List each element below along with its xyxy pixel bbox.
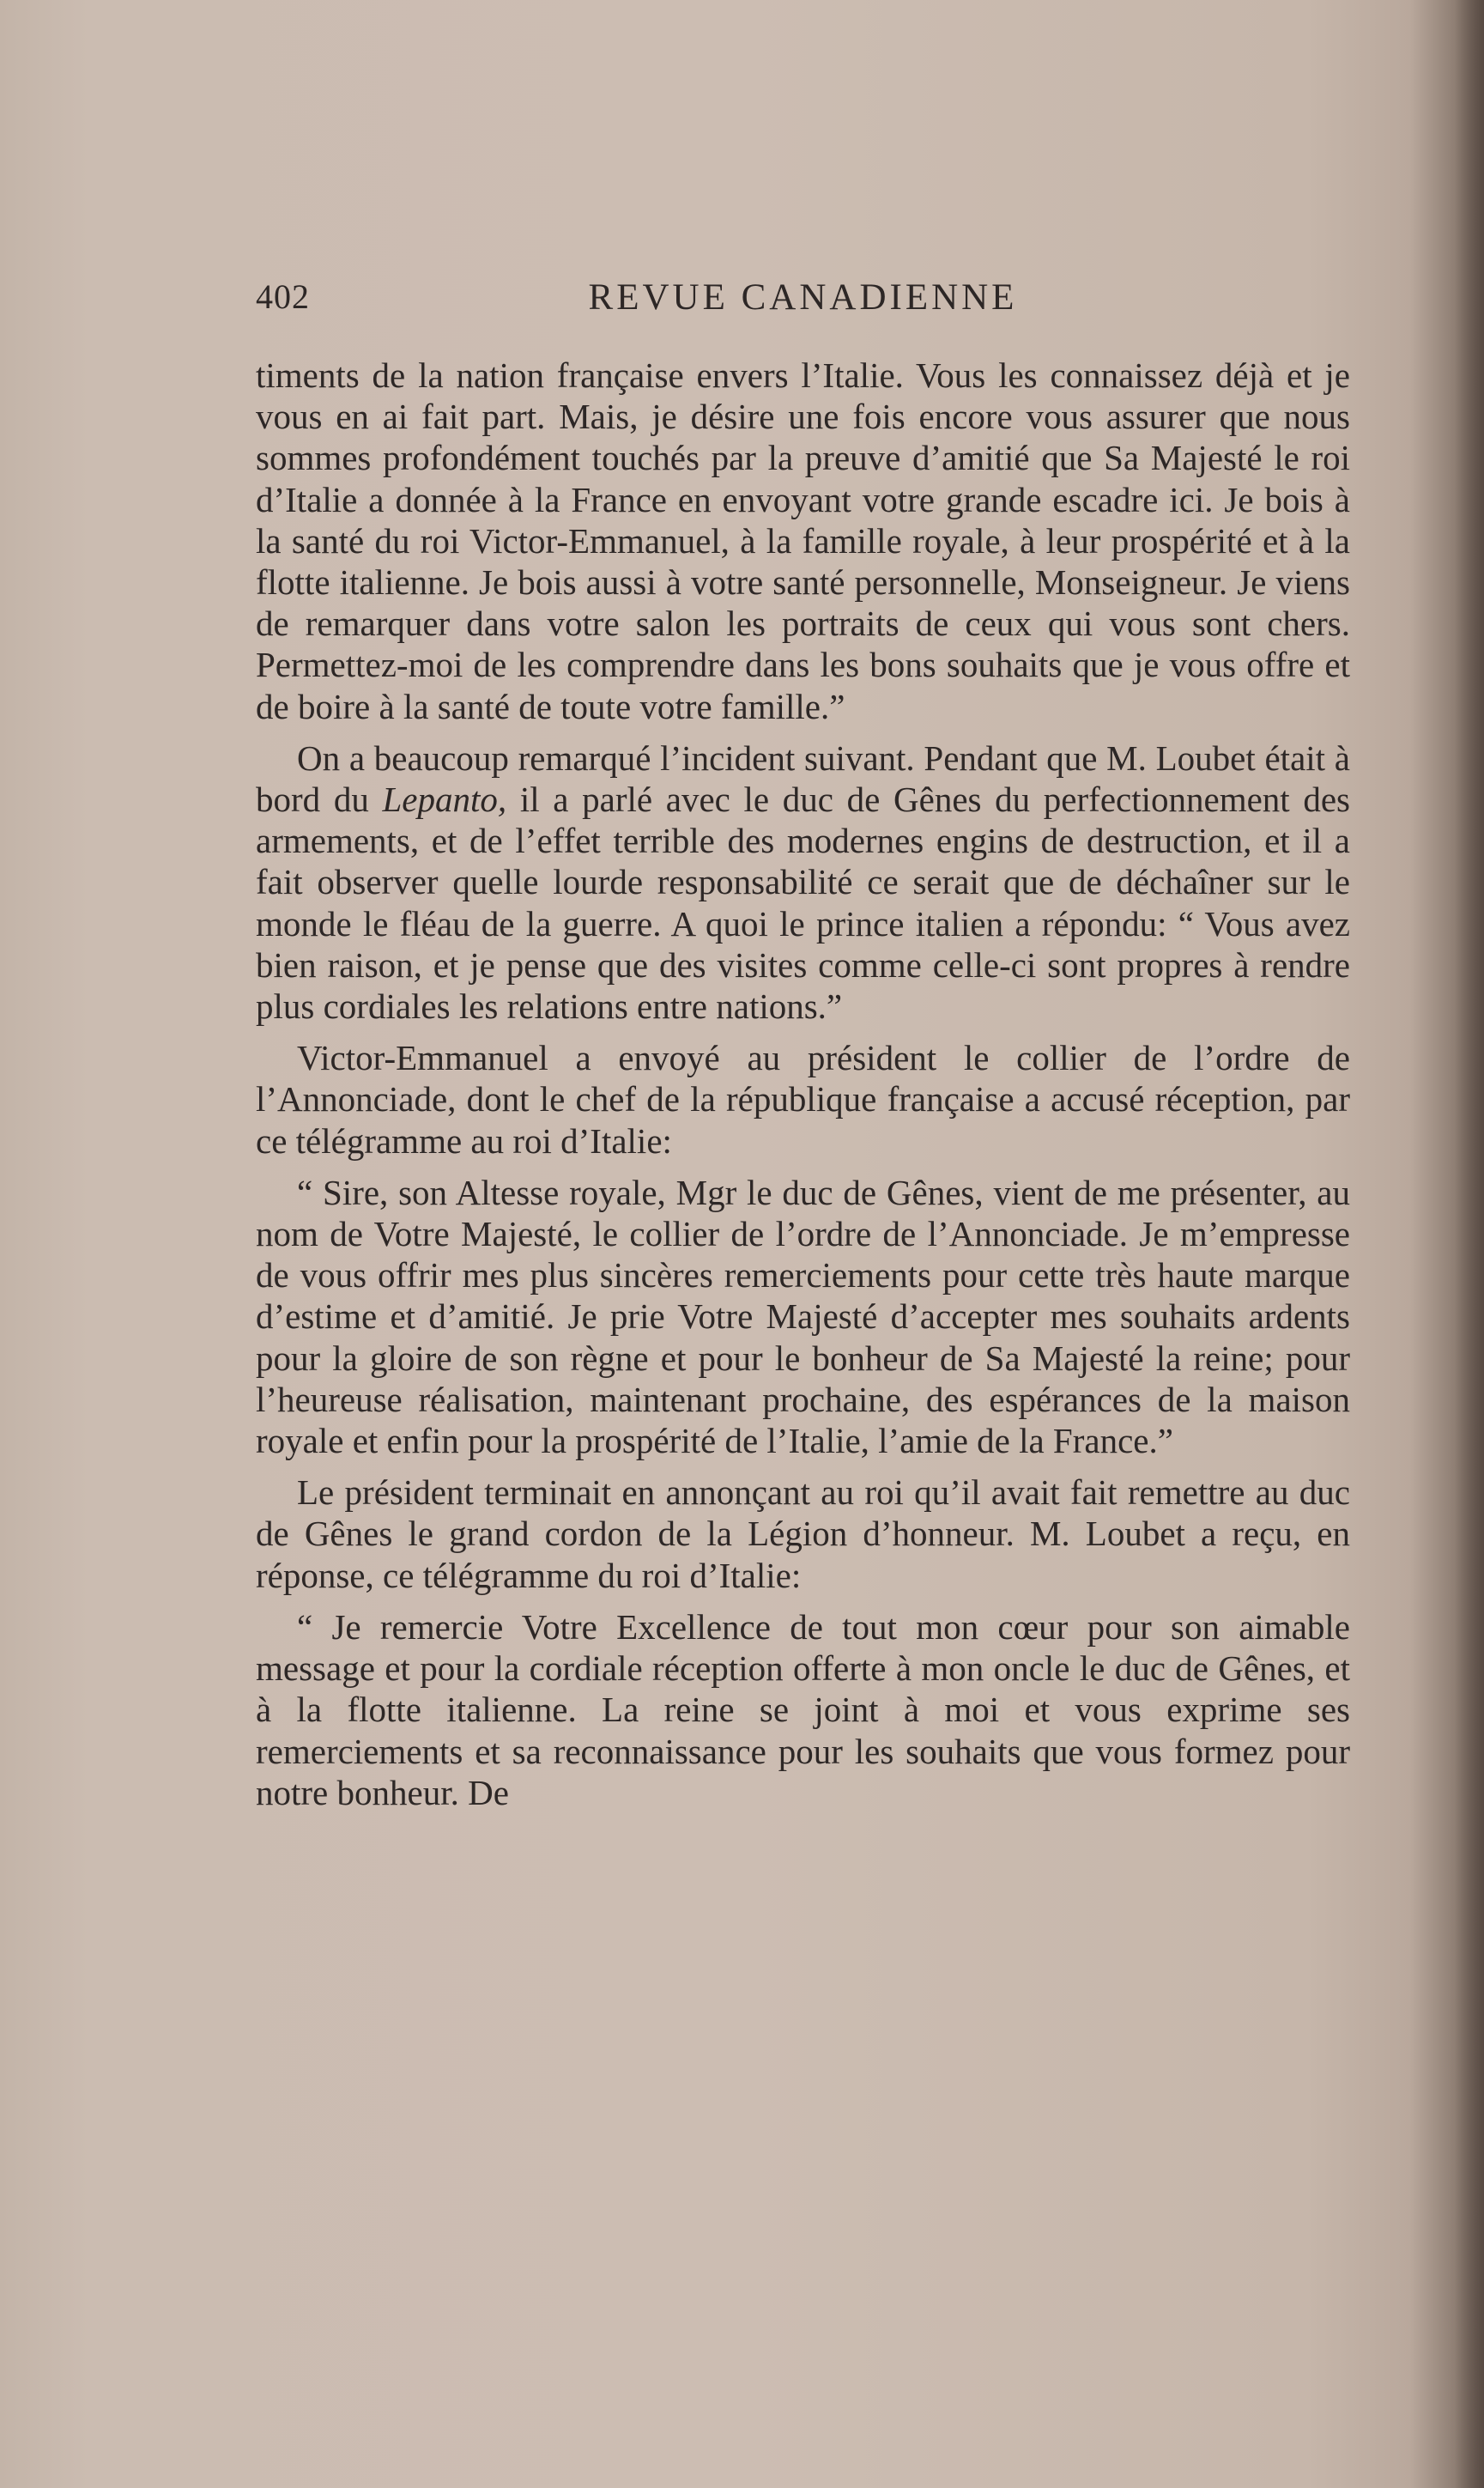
page-header — [256, 276, 1350, 328]
running-title: REVUE CANADIENNE — [588, 277, 1018, 318]
paragraph-lepanto-after: il a parlé avec le duc de Gênes du perfectionnement des armements, et de l’effet terrible des modernes engins de destruction, et il a fait observer quelle lourde responsabilité ce serait que de déchaîner sur le monde le fléau de la guerre. A quoi le prince italien a répondu: “ Vous avez bien raison, et je pense que des visites comme celle-ci sont propres à rendre plus cordiales les relations entre nations.” — [256, 780, 1350, 1027]
body-text — [256, 355, 1350, 1824]
paragraph-legion-honneur: Le président terminait en annonçant au roi qu’il avait fait remettre au duc de Gênes le grand cordon de la Légion d’honneur. M. Loubet a reçu, en réponse, ce télégramme du roi d’Italie: — [256, 1472, 1350, 1595]
paragraph-annonciade: Victor-Emmanuel a envoyé au président le collier de l’ordre de l’Annonciade, dont le chef de la république française a accusé réception, par ce télégramme au roi d’Italie: — [256, 1038, 1350, 1161]
paragraph-telegram-president: “ Sire, son Altesse royale, Mgr le duc de Gênes, vient de me présenter, au nom de Votre Majesté, le collier de l’ordre de l’Annonciade. Je m’empresse de vous offrir mes plus sincères remerciements pour cette très haute marque d’estime et d’amitié. Je prie Votre Majesté d’accepter mes souhaits ardents pour la gloire de son règne et pour le bonheur de Sa Majesté la reine; pour l’heureuse réalisation, maintenant prochaine, des espérances de la maison royale et enfin pour la prospérité de l’Italie, l’amie de la France.” — [256, 1172, 1350, 1461]
page-number: 402 — [256, 277, 310, 316]
paragraph-lepanto-before: On a beaucoup remarqué l’incident suivant. Pendant que M. Loubet était à bord du — [256, 737, 1350, 820]
paragraph-continuation: timents de la nation française envers l’Italie. Vous les connaissez déjà et je vous en ai fait part. Mais, je désire une fois encore vous assurer que nous sommes profondément touchés par la preuve d’amitié que Sa Majesté le roi d’Italie a donnée à la France en envoyant votre grande escadre ici. Je bois à la santé du roi Victor-Emmanuel, à la famille royale, à leur prospérité et à la flotte italienne. Je bois aussi à votre santé personnelle, Monseigneur. Je viens de remarquer dans votre salon les portraits de ceux qui vous sont chers. Permettez-moi de les comprendre dans les bons souhaits que je vous offre et de boire à la santé de toute votre famille.” — [256, 355, 1350, 726]
paragraph-lepanto — [256, 737, 1350, 1027]
paragraph-telegram-king: “ Je remercie Votre Excellence de tout mon cœur pour son aimable message et pour la cordiale réception offerte à mon oncle le duc de Gênes, et à la flotte italienne. La reine se joint à moi et vous exprime ses remerciements et sa reconnaissance pour les souhaits que vous formez pour notre bonheur. De — [256, 1606, 1350, 1812]
ship-name-lepanto: Lepanto, — [382, 780, 507, 820]
